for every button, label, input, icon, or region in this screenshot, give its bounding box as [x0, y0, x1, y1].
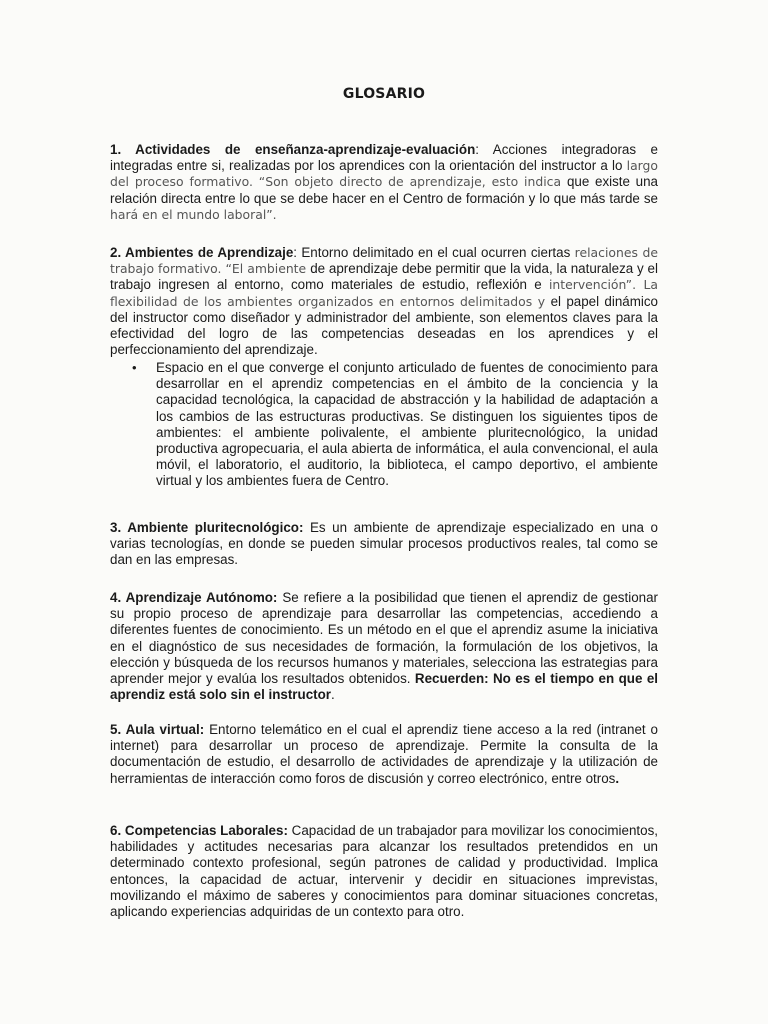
- page-title: GLOSARIO: [342, 86, 426, 102]
- entry-period: .: [615, 770, 620, 786]
- entry-text: Se refiere a la posibilidad que tienen el aprendiz de gestionar su propio proceso de aprendizaje para desarrollar las competencias, accediendo a diferentes fuentes de conocimiento. Es un método en el que el aprendiz asume la iniciativa en el diagnóstico de sus necesidades de formación, la formulación de los objetivos, la elección y búsqueda de los recursos humanos y materiales, selecciona las estrategias para aprender mejor y evalúa los resultados obtenidos.: [110, 590, 658, 687]
- entry-text: de aprendizaje debe permitir que la vida, la naturaleza y el trabajo ingresen al entorno, como materiales de estudio, reflexión e: [110, 261, 658, 293]
- entry-text: Entorno telemático en el cual el aprendiz tiene acceso a la red (intranet o internet) para desarrollar un proceso de aprendizaje. Permite la consulta de la documentación de estudio, el desarrollo de actividades de aprendizaje y la utilización de herramientas de interacción como foros de discusión y correo electrónico, entre otros: [110, 722, 658, 786]
- entry-term: 3. Ambiente pluritecnológico:: [110, 520, 304, 535]
- entry-term: 4. Aprendizaje Autónomo:: [110, 590, 278, 605]
- glossary-entry-1: [110, 142, 658, 223]
- entry-text: que existe una relación directa entre lo que se debe hacer en el Centro de formación y lo que más tarde se: [110, 174, 659, 206]
- entry-text-gray: relaciones de trabajo formativo. “El ambiente: [110, 245, 658, 277]
- entry-period: .: [331, 687, 335, 703]
- entry-term: 2. Ambientes de Aprendizaje: [110, 245, 294, 260]
- glossary-entry-2: [110, 245, 658, 358]
- glossary-entry-6: [110, 823, 658, 920]
- entry-term: 1. Actividades de enseñanza-aprendizaje-evaluación: [110, 142, 476, 157]
- entry-text-gray: intervención”. La flexibilidad de los ambientes organizados en entornos delimitados y: [110, 277, 658, 309]
- entry-text: Capacidad de un trabajador para movilizar los conocimientos, habilidades y actitudes necesarias para alcanzar los resultados pretendidos en un determinado contexto profesional, según patrones de calidad y productividad. Implica entonces, la capacidad de actuar, intervenir y decidir en situaciones imprevistas, movilizando el máximo de saberes y conocimientos para dominar situaciones concretas, aplicando experiencias adquiridas de un contexto para otro.: [110, 823, 658, 920]
- entry-text: el papel dinámico del instructor como diseñador y administrador del ambiente, son elementos claves para la efectividad del logro de las competencias deseadas en los aprendices y el perfeccionamiento del aprendizaje.: [110, 293, 658, 358]
- bullet-icon: •: [132, 360, 137, 375]
- glossary-entry-3: [110, 520, 658, 569]
- entry-separator: :: [293, 245, 302, 260]
- entry-term: 5. Aula virtual:: [110, 722, 205, 737]
- glossary-entry-4: [110, 590, 658, 703]
- entry-separator: :: [475, 142, 493, 157]
- entry-text-gray: hará en el mundo laboral”.: [110, 206, 277, 222]
- bullet-item: Espacio en el que converge el conjunto articulado de fuentes de conocimiento para desarrollar en el aprendiz competencias en el ámbito de la conciencia y la capacidad tecnológica, la capacidad de abstracción y la habilidad de adaptación a los cambios de las estructuras productivas. Se distinguen los siguientes tipos de ambientes: el ambiente polivalente, el ambiente pluritecnológico, la unidad productiva agropecuaria, el aula abierta de informática, el aula convencional, el aula móvil, el laboratorio, el auditorio, la biblioteca, el campo deportivo, el ambiente virtual y los ambientes fuera de Centro.: [156, 360, 658, 489]
- entry-term: 6. Competencias Laborales:: [110, 823, 288, 838]
- glossary-entry-5: [110, 722, 658, 787]
- entry-text: Es un ambiente de aprendizaje especializado en una o varias tecnologías, en donde se pueden simular procesos productivos reales, tal como se dan en las empresas.: [110, 520, 658, 568]
- entry-emphasis: Recuerden: No es el tiempo en que el aprendiz está solo sin el instructor: [110, 671, 658, 703]
- entry-text: Acciones integradoras e integradas entre si, realizadas por los aprendices con la orientación del instructor a lo: [110, 142, 659, 174]
- entry-text: Entorno delimitado en el cual ocurren ciertas: [301, 245, 575, 260]
- entry-text-gray: largo del proceso formativo. “Son objeto directo de aprendizaje, esto indica: [110, 158, 658, 190]
